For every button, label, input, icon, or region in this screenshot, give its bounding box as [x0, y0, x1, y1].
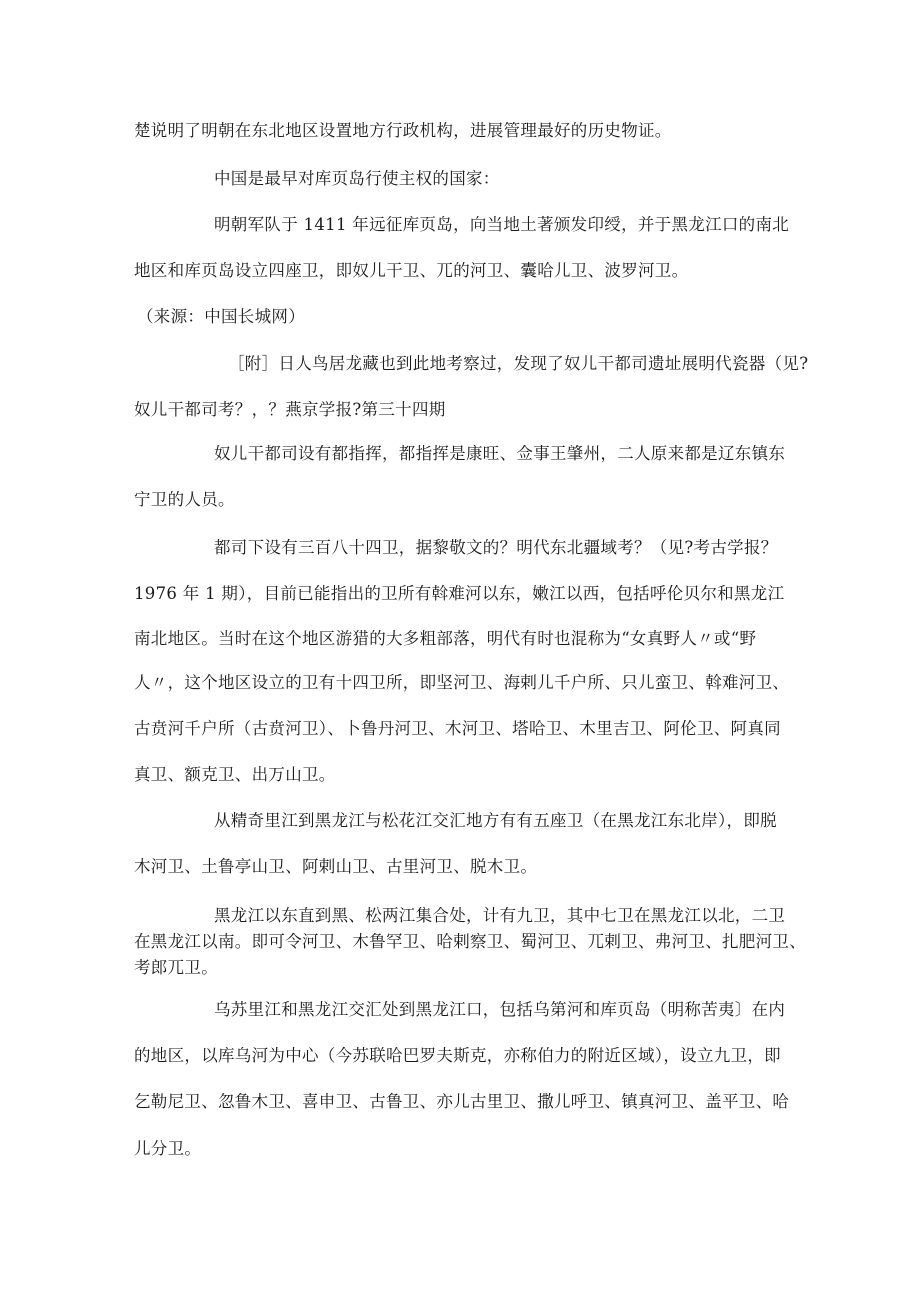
text-line: 儿分卫。 — [134, 1139, 202, 1158]
text-line: 考郎兀卫。 — [134, 958, 218, 977]
text-line: ［附］日人鸟居龙藏也到此地考察过，发现了奴儿干都司遗址展明代瓷器（见? — [228, 354, 809, 373]
text-line: 地区和库页岛设立四座卫，即奴儿干卫、兀的河卫、囊哈儿卫、波罗河卫。 — [134, 261, 689, 280]
text-line: 奴儿干都司设有都指挥，都指挥是康旺、佥事王肇州，二人原来都是辽东镇东 — [214, 444, 786, 463]
text-line: 古贲河千户所（古贲河卫）、卜鲁丹河卫、木河卫、塔哈卫、木里吉卫、阿伦卫、阿真同 — [134, 719, 781, 738]
text-line: 宁卫的人员。 — [134, 490, 235, 509]
text-line: 明朝军队于 1411 年远征库页岛，向当地土著颁发印绶，并于黑龙江口的南北 — [214, 215, 790, 234]
text-line: 1976 年 1 期），目前已能指出的卫所有斡难河以东，嫩江以西，包括呼伦贝尔和黑龙江 — [134, 584, 785, 603]
text-line: 从精奇里江到黑龙江与松花江交汇地方有有五座卫（在黑龙江东北岸），即脱 — [214, 811, 777, 830]
text-line: 中国是最早对库页岛行使主权的国家： — [214, 169, 500, 188]
text-line: 南北地区。当时在这个地区游猎的大多粗部落，明代有时也混称为“女真野人〃或“野 — [134, 629, 757, 648]
text-line: 乌苏里江和黑龙江交汇处到黑龙江口，包括乌第河和库页岛（明称苦夷〕在内 — [214, 1000, 786, 1019]
text-line: 人〃，这个地区设立的卫有十四卫所，即坚河卫、海剌儿千户所、只儿蛮卫、斡难河卫、 — [134, 673, 790, 692]
text-line: 乞勒尼卫、忽鲁木卫、喜申卫、古鲁卫、亦儿古里卫、撒儿呼卫、镇真河卫、盖平卫、哈 — [134, 1092, 790, 1111]
text-line: 黑龙江以东直到黑、松两江集合处，计有九卫，其中七卫在黑龙江以北，二卫 — [214, 906, 786, 925]
text-line: 木河卫、土鲁亭山卫、阿剌山卫、古里河卫、脱木卫。 — [134, 857, 538, 876]
text-line: 都司下设有三百八十四卫，据黎敬文的？明代东北疆域考？（见?考古学报？ — [214, 538, 778, 557]
text-line: 真卫、额克卫、出万山卫。 — [134, 765, 336, 784]
text-line: 在黑龙江以南。即可令河卫、木鲁罕卫、哈剌察卫、蜀河卫、兀剌卫、弗河卫、扎肥河卫、 — [134, 932, 806, 951]
text-line: 奴儿干都司考？，？燕京学报?第三十四期 — [134, 400, 446, 419]
text-line: 楚说明了明朝在东北地区设置地方行政机构，进展管理最好的历史物证。 — [134, 121, 672, 140]
source-note: （来源：中国长城网） — [137, 307, 305, 326]
text-line: 的地区，以库乌河为中心（今苏联哈巴罗夫斯克，亦称伯力的附近区域），设立九卫，即 — [134, 1046, 781, 1065]
